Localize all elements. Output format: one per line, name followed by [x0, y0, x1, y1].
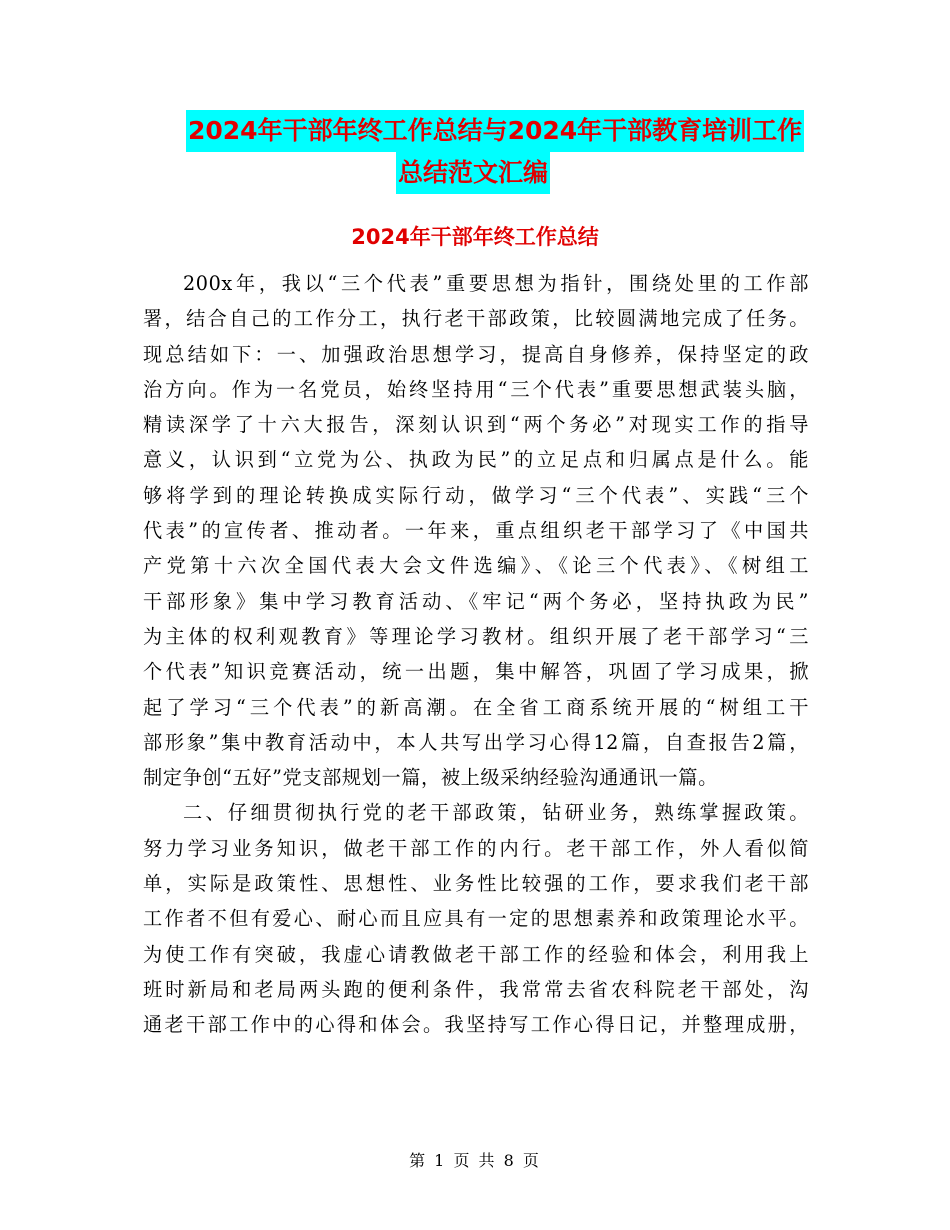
body-line: 干部形象》集中学习教育活动、《牢记“两个务必，坚持执政为民”	[143, 589, 809, 613]
body-line: 为使工作有突破，我虚心请教做老干部工作的经验和体会，利用我上	[143, 942, 809, 966]
title-line-2: 总结范文汇编	[396, 152, 550, 194]
body-line: 产党第十六次全国代表大会文件选编》、《论三个代表》、《树组工	[143, 554, 809, 578]
body-text	[143, 266, 809, 1043]
body-line: 工作者不但有爱心、耐心而且应具有一定的思想素养和政策理论水平。	[143, 907, 809, 931]
body-line: 通老干部工作中的心得和体会。我坚持写工作心得日记，并整理成册，	[143, 1013, 809, 1037]
section-heading: 2024年干部年终工作总结	[351, 225, 599, 249]
body-line: 部形象”集中教育活动中，本人共写出学习心得12篇，自查报告2篇，	[143, 730, 809, 754]
body-line: 班时新局和老局两头跑的便利条件，我常常去省农科院老干部处，沟	[143, 977, 809, 1001]
body-line: 治方向。作为一名党员，始终坚持用“三个代表”重要思想武装头脑，	[143, 377, 809, 401]
body-line: 个代表”知识竞赛活动，统一出题，集中解答，巩固了学习成果，掀	[143, 660, 809, 684]
body-line: 精读深学了十六大报告，深刻认识到“两个务必”对现实工作的指导	[143, 413, 809, 437]
body-line: 起了学习“三个代表”的新高潮。在全省工商系统开展的“树组工干	[143, 695, 809, 719]
body-line: 代表”的宣传者、推动者。一年来，重点组织老干部学习了《中国共	[143, 519, 809, 543]
body-line: 够将学到的理论转换成实际行动，做学习“三个代表”、实践“三个	[143, 483, 809, 507]
body-line: 为主体的权利观教育》等理论学习教材。组织开展了老干部学习“三	[143, 624, 809, 648]
body-line: 意义，认识到“立党为公、执政为民”的立足点和归属点是什么。能	[143, 448, 809, 472]
body-line: 单，实际是政策性、思想性、业务性比较强的工作，要求我们老干部	[143, 872, 809, 896]
page-footer: 第 1 页 共 8 页	[409, 1151, 541, 1170]
body-line: 制定争创“五好”党支部规划一篇，被上级采纳经验沟通通讯一篇。	[143, 766, 718, 790]
body-line: 二、仔细贯彻执行党的老干部政策，钻研业务，熟练掌握政策。	[183, 801, 809, 825]
body-line: 200x年，我以“三个代表”重要思想为指针，围绕处里的工作部	[183, 272, 809, 295]
body-line: 现总结如下：一、加强政治思想学习，提高自身修养，保持坚定的政	[143, 342, 809, 366]
body-line: 努力学习业务知识，做老干部工作的内行。老干部工作，外人看似简	[143, 836, 809, 860]
body-line: 署，结合自己的工作分工，执行老干部政策，比较圆满地完成了任务。	[143, 307, 809, 331]
title-line-1: 2024年干部年终工作总结与2024年干部教育培训工作	[186, 110, 804, 152]
